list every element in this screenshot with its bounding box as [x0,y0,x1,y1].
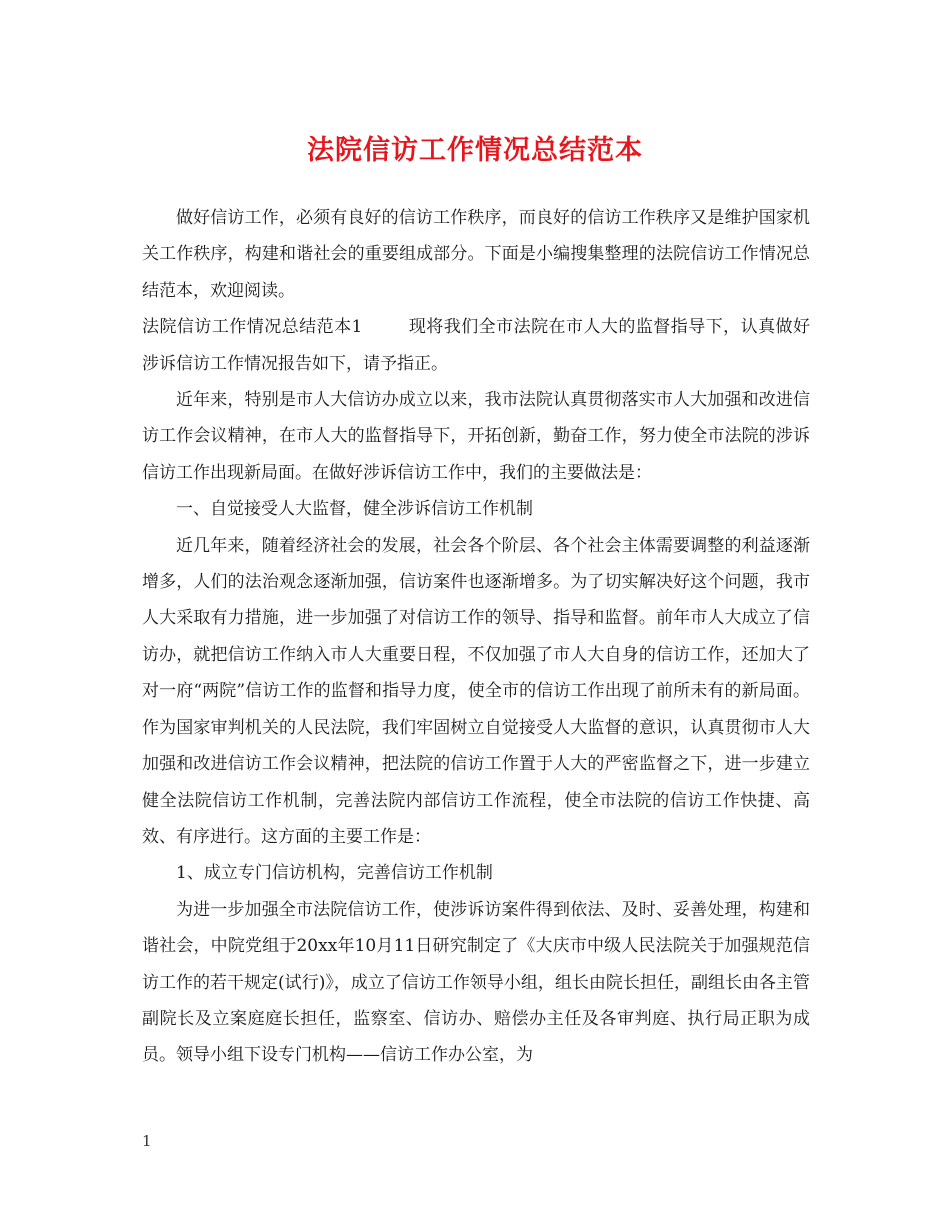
document-title: 法院信访工作情况总结范本 [307,135,643,166]
heading-1-1: 1、成立专门信访机构，完善信访工作机制 [176,863,493,884]
section-1-label: 法院信访工作情况总结范本1 [142,317,363,338]
intro-paragraph: 做好信访工作，必须有良好的信访工作秩序，而良好的信访工作秩序又是维护国家机关工作秩序，构建和谐社会的重要组成部分。下面是小编搜集整理的法院信访工作情况总结范本，欢迎阅读。 [142,208,810,301]
establish-paragraph: 为进一步加强全市法院信访工作，使涉诉访案件得到依法、及时、妥善处理，构建和谐社会，中院党组于20xx年10月11日研究制定了《大庆市中级人民法院关于加强规范信访工作的若干规定(试行)》，成立了信访工作领导小组，组长由院长担任，副组长由各主管副院长及立案庭庭长担任，监察室、信访办、赔偿办主任及各审判庭、执行局正职为成员。领导小组下设专门机构——信访工作办公室，为 [142,899,810,1066]
section-1-text: 现将我们全市法院在市人大的监督指导下，认真做好涉诉信访工作情况报告如下，请予指正。 [142,317,811,374]
document-body [142,200,810,1074]
section-1-paragraph [142,309,810,382]
page-number: 1 [142,1132,152,1150]
recent-years-paragraph: 近年来，特别是市人大信访办成立以来，我市法院认真贯彻落实市人大加强和改进信访工作会议精神，在市人大的监督指导下，开拓创新，勤奋工作，努力使全市法院的涉诉信访工作出现新局面。在做好涉诉信访工作中，我们的主要做法是： [142,390,810,483]
heading-1: 一、自觉接受人大监督，健全涉诉信访工作机制 [176,499,533,520]
past-years-paragraph: 近几年来，随着经济社会的发展，社会各个阶层、各个社会主体需要调整的利益逐渐增多，人们的法治观念逐渐加强，信访案件也逐渐增多。为了切实解决好这个问题，我市人大采取有力措施，进一步加强了对信访工作的领导、指导和监督。前年市人大成立了信访办，就把信访工作纳入市人大重要日程，不仅加强了市人大自身的信访工作，还加大了对一府“两院”信访工作的监督和指导力度，使全市的信访工作出现了前所未有的新局面。作为国家审判机关的人民法院，我们牢固树立自觉接受人大监督的意识，认真贯彻市人大加强和改进信访工作会议精神，把法院的信访工作置于人大的严密监督之下，进一步建立健全法院信访工作机制，完善法院内部信访工作流程，使全市法院的信访工作快捷、高效、有序进行。这方面的主要工作是： [142,535,810,847]
